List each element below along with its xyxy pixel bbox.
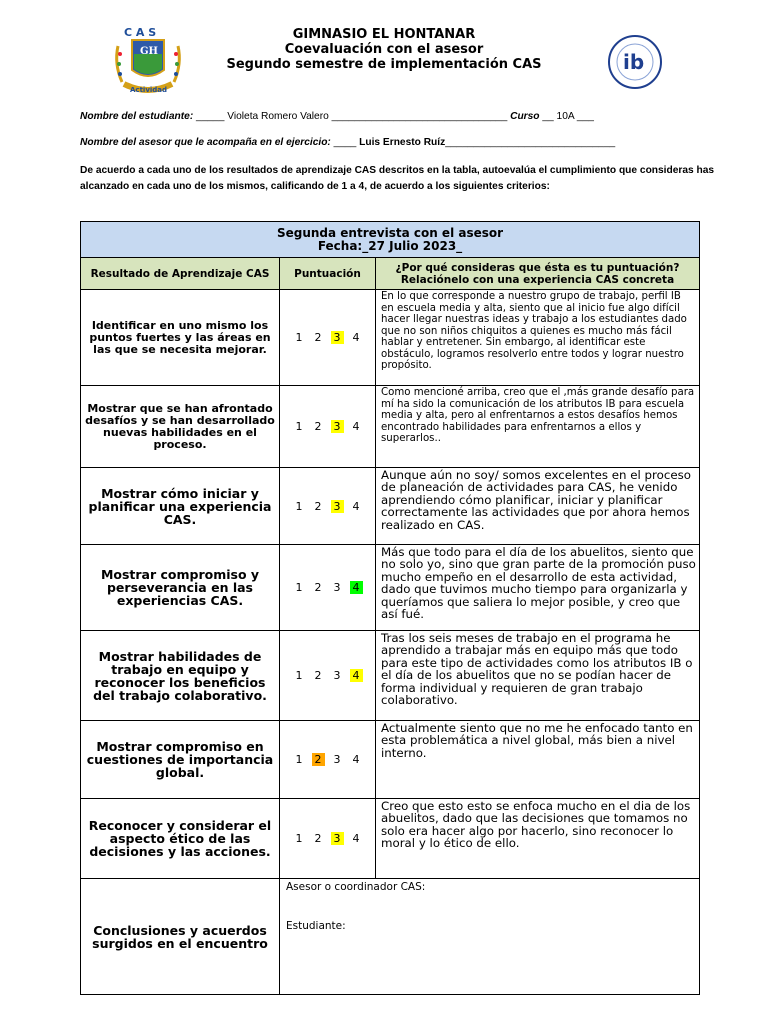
table-row	[81, 468, 700, 545]
document-semester: Segundo semestre de implementación CAS	[226, 57, 542, 72]
advisor-suffix: ______________________________	[445, 137, 616, 148]
conclusion-label: Conclusiones y acuerdos surgidos en el encuentro	[81, 879, 280, 995]
table-title: Segunda entrevista con el asesor	[276, 225, 504, 240]
score-option-selected: 3	[331, 500, 344, 513]
score-option-selected: 4	[350, 581, 363, 594]
score-option: 2	[314, 420, 322, 433]
advisor-name: Luis Ernesto Ruíz	[359, 137, 446, 148]
outcome-cell: Mostrar que se han afrontado desafíos y se han desarrollado nuevas habilidades en el proceso.	[81, 386, 280, 468]
course-value: __ 10A ___	[539, 111, 594, 122]
score-option: 1	[295, 669, 303, 682]
score-cell	[280, 631, 376, 721]
reason-cell: Como mencioné arriba, creo que el ,más grande desafío para mí ha sido la comunicación de los atributos IB para escuela media y alta, pero al enfrentarnos a estos desafíos hemos encontrado habilidades para enfrentarnos a ellos y superarlos..	[376, 386, 700, 468]
outcome-cell: Identificar en uno mismo los puntos fuertes y las áreas en las que se necesita mejorar.	[81, 290, 280, 386]
score-option: 1	[295, 832, 303, 845]
score-option: 4	[352, 331, 360, 344]
table-row	[81, 290, 700, 386]
score-cell	[280, 721, 376, 799]
score-option-selected: 3	[331, 832, 344, 845]
column-header-score: Puntuación	[280, 258, 376, 290]
advisor-signature-label: Asesor o coordinador CAS:	[286, 881, 426, 893]
student-line	[80, 111, 594, 122]
column-header-outcome: Resultado de Aprendizaje CAS	[81, 258, 280, 290]
advisor-prefix: ____	[330, 137, 360, 148]
school-name: GIMNASIO EL HONTANAR	[292, 27, 476, 42]
conclusion-signatures	[280, 879, 700, 995]
table-row	[81, 545, 700, 631]
outcome-cell: Reconocer y considerar el aspecto ético de las decisiones y las acciones.	[81, 799, 280, 879]
table-row	[81, 721, 700, 799]
outcome-cell: Mostrar compromiso en cuestiones de importancia global.	[81, 721, 280, 799]
score-option: 2	[314, 669, 322, 682]
score-option-selected: 4	[350, 669, 363, 682]
score-option: 4	[352, 420, 360, 433]
score-option: 1	[295, 753, 303, 766]
score-cell	[280, 799, 376, 879]
score-option: 1	[295, 581, 303, 594]
table-rows	[81, 290, 700, 879]
advisor-label: Nombre del asesor que le acompaña en el ejercicio:	[80, 137, 331, 148]
outcome-cell: Mostrar habilidades de trabajo en equipo y reconocer los beneficios del trabajo colaborativo.	[81, 631, 280, 721]
table-row	[81, 799, 700, 879]
table-row	[81, 386, 700, 468]
score-cell	[280, 468, 376, 545]
reason-cell: En lo que corresponde a nuestro grupo de trabajo, perfil IB en escuela media y alta, siento que al inicio fue algo difícil hacer llegar nuestras ideas y trabajo a los estudiantes dado que no son niños chiquitos a quienes es mucho más fácil hablar y entretener. Sin embargo, al identificar este obstáculo, logramos resolverlo entre todos y lograr nuestro propósito.	[376, 290, 700, 386]
table-date: Fecha:_27 Julio 2023_	[317, 238, 463, 253]
reason-cell: Más que todo para el día de los abuelitos, siento que no solo yo, sino que gran parte de la promoción puso mucho empeño en el desarrollo de esta actividad, dado que tuvimos mucho tiempo para organizarla y queríamos que saliera lo mejor posible, y creo que así fué.	[376, 545, 700, 631]
score-option: 3	[333, 581, 341, 594]
score-option: 1	[295, 499, 303, 513]
document-header	[0, 27, 768, 72]
score-cell	[280, 290, 376, 386]
svg-text:GH: GH	[140, 46, 158, 57]
score-option: 4	[352, 832, 360, 845]
score-option-selected: 3	[331, 420, 344, 433]
student-label: Nombre del estudiante:	[80, 111, 194, 122]
column-header-reason: ¿Por qué consideras que ésta es tu puntuación? Relaciónelo con una experiencia CAS concreta	[376, 258, 700, 290]
score-option: 1	[295, 331, 303, 344]
reason-cell: Tras los seis meses de trabajo en el programa he aprendido a trabajar más en equipo más que todo para este tipo de actividades como los atributos IB o el día de los abuelitos que no se podían hacer de forma individual y requieren de gran trabajo colaborativo.	[376, 631, 700, 721]
score-option: 4	[352, 499, 360, 513]
advisor-line	[80, 137, 615, 148]
score-cell	[280, 545, 376, 631]
score-option: 3	[333, 753, 341, 766]
score-option: 1	[295, 420, 303, 433]
logo-cas-text: C A S	[124, 26, 157, 39]
score-option: 2	[314, 581, 322, 594]
outcome-cell: Mostrar compromiso y perseverancia en las experiencias CAS.	[81, 545, 280, 631]
logo-ib-text: ib	[623, 50, 645, 74]
logo-cas-bottom: Actividad	[130, 86, 168, 94]
student-prefix: _____	[193, 111, 228, 122]
score-option: 4	[352, 753, 360, 766]
score-cell	[280, 386, 376, 468]
table-row	[81, 631, 700, 721]
reason-cell: Creo que esto esto se enfoca mucho en el dia de los abuelitos, dado que las decisiones que tomamos no solo era hacer algo por hacerlo, sino reconocer lo moral y lo ético de ello.	[376, 799, 700, 879]
course-label: Curso	[510, 111, 540, 122]
score-option-selected: 2	[312, 753, 325, 766]
document-subtitle: Coevaluación con el asesor	[284, 42, 484, 57]
intro-paragraph: De acuerdo a cada uno de los resultados de aprendizaje CAS descritos en la tabla, autoevalúa el cumplimiento que consideras has alcanzado en cada uno de los mismos, calificando de 1 a 4, de acuerdo a los siguientes criterios:	[80, 165, 715, 192]
outcome-cell: Mostrar cómo iniciar y planificar una experiencia CAS.	[81, 468, 280, 545]
evaluation-table	[80, 221, 700, 995]
score-option: 2	[314, 832, 322, 845]
student-signature-label: Estudiante:	[286, 920, 346, 932]
reason-cell: Actualmente siento que no me he enfocado tanto en esta problemática a nivel global, más bien a nivel interno.	[376, 721, 700, 799]
student-suffix: _______________________________	[328, 111, 511, 122]
table-title-cell	[81, 222, 700, 258]
reason-cell: Aunque aún no soy/ somos excelentes en el proceso de planeación de actividades para CAS, he venido aprendiendo cómo planificar, iniciar y planificar correctamente las actividades que por ahora hemos realizado en CAS.	[376, 468, 700, 545]
score-option-selected: 3	[331, 331, 344, 344]
score-option: 2	[314, 331, 322, 344]
student-name: Violeta Romero Valero	[227, 111, 329, 122]
score-option: 2	[314, 499, 322, 513]
score-option: 3	[333, 669, 341, 682]
